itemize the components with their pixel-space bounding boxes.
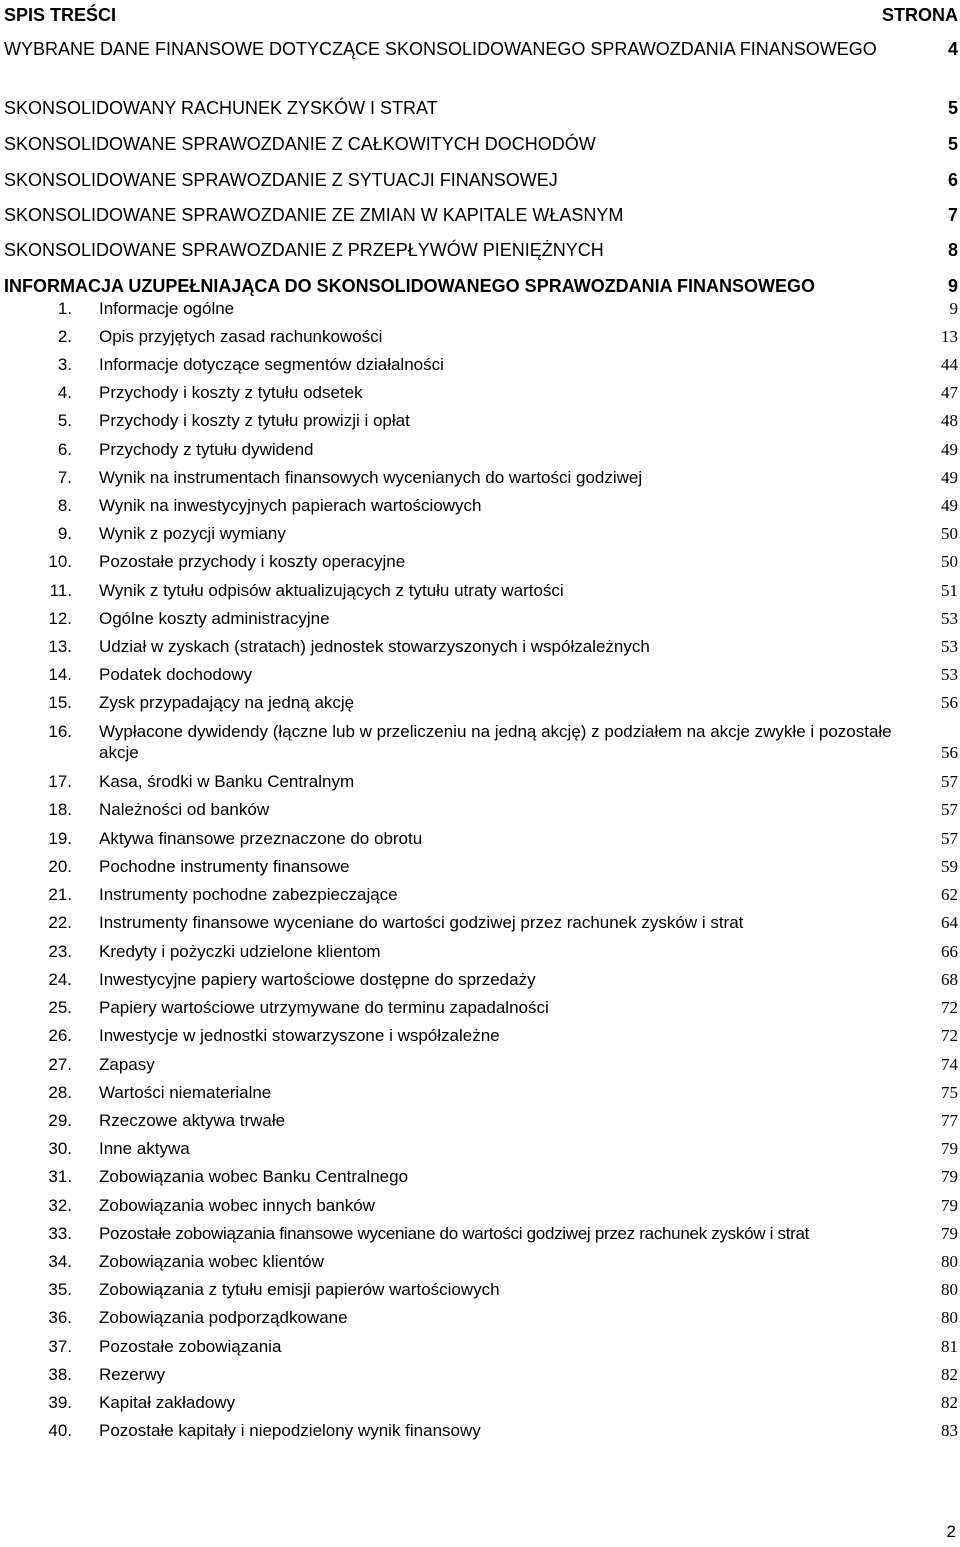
toc-note[interactable] <box>0 1195 958 1216</box>
note-number: 30. <box>48 1139 72 1158</box>
note-title: Pozostałe przychody i koszty operacyjne <box>99 552 406 571</box>
toc-note[interactable] <box>0 721 958 763</box>
toc-heading: SPIS TREŚCI <box>4 5 117 25</box>
note-page: 74 <box>941 1055 958 1074</box>
note-page: 49 <box>941 496 958 515</box>
toc-note[interactable] <box>0 1307 958 1328</box>
note-page: 72 <box>941 1026 958 1045</box>
note-number: 39. <box>48 1393 72 1412</box>
note-page: 50 <box>941 524 958 543</box>
note-number: 27. <box>48 1055 72 1074</box>
toc-note[interactable] <box>0 1166 958 1187</box>
note-number: 22. <box>48 913 72 932</box>
note-page: 50 <box>941 552 958 571</box>
note-page: 62 <box>941 885 958 904</box>
note-title: Kapitał zakładowy <box>99 1393 236 1412</box>
toc-note[interactable] <box>0 410 958 431</box>
note-number: 37. <box>48 1337 72 1356</box>
toc-note[interactable] <box>0 298 958 319</box>
toc-section[interactable] <box>4 38 958 60</box>
toc-note[interactable] <box>0 1392 958 1413</box>
note-number: 6. <box>57 440 72 459</box>
toc-note[interactable] <box>0 1082 958 1103</box>
note-title: Wynik na inwestycyjnych papierach wartościowych <box>99 496 482 515</box>
toc-note[interactable] <box>0 439 958 460</box>
note-number: 15. <box>48 693 72 712</box>
toc-note[interactable] <box>0 1364 958 1385</box>
toc-section[interactable] <box>4 239 958 261</box>
note-title: Należności od banków <box>99 800 270 819</box>
toc-note[interactable] <box>0 941 958 962</box>
toc-section-page: 4 <box>947 39 958 59</box>
note-title: Pochodne instrumenty finansowe <box>99 857 350 876</box>
note-number: 1. <box>57 299 72 318</box>
note-title: Przychody i koszty z tytułu prowizji i opłat <box>99 411 410 430</box>
note-number: 24. <box>48 970 72 989</box>
toc-section-page: 5 <box>947 134 958 154</box>
note-number: 40. <box>48 1421 72 1440</box>
note-number: 25. <box>48 998 72 1017</box>
toc-section[interactable] <box>4 275 958 297</box>
note-number: 33. <box>48 1224 72 1243</box>
note-title: Zysk przypadający na jedną akcję <box>99 693 355 712</box>
note-number: 38. <box>48 1365 72 1384</box>
note-page: 79 <box>941 1139 958 1158</box>
toc-note[interactable] <box>0 771 958 792</box>
toc-note[interactable] <box>0 1054 958 1075</box>
note-number: 29. <box>48 1111 72 1130</box>
note-number: 5. <box>57 411 72 430</box>
toc-section-title: INFORMACJA UZUPEŁNIAJĄCA DO SKONSOLIDOWANEGO SPRAWOZDANIA FINANSOWEGO <box>4 276 816 296</box>
note-number: 23. <box>48 942 72 961</box>
note-title: Inwestycje w jednostki stowarzyszone i współzależne <box>99 1026 500 1045</box>
toc-section-title: SKONSOLIDOWANY RACHUNEK ZYSKÓW I STRAT <box>4 98 438 118</box>
note-title: Kredyty i pożyczki udzielone klientom <box>99 942 381 961</box>
note-title: Inne aktywa <box>99 1139 190 1158</box>
note-page: 80 <box>941 1252 958 1271</box>
toc-note[interactable] <box>0 636 958 657</box>
toc-note[interactable] <box>0 1251 958 1272</box>
toc-note[interactable] <box>0 997 958 1018</box>
note-title: Inwestycyjne papiery wartościowe dostępne do sprzedaży <box>99 970 536 989</box>
note-page: 82 <box>941 1365 958 1384</box>
toc-note[interactable] <box>0 1279 958 1300</box>
note-title: Zobowiązania wobec innych banków <box>99 1196 375 1215</box>
toc-note[interactable] <box>0 799 958 820</box>
note-title: Wynik z pozycji wymiany <box>99 524 286 543</box>
note-page: 77 <box>941 1111 958 1130</box>
note-number: 31. <box>48 1167 72 1186</box>
note-number: 36. <box>48 1308 72 1327</box>
note-title: Informacje dotyczące segmentów działalności <box>99 355 444 374</box>
toc-note[interactable] <box>0 969 958 990</box>
note-number: 13. <box>48 637 72 656</box>
note-number: 16. <box>48 722 72 741</box>
toc-note[interactable] <box>0 467 958 488</box>
toc-note[interactable] <box>0 495 958 516</box>
note-number: 35. <box>48 1280 72 1299</box>
note-page: 79 <box>941 1196 958 1215</box>
note-title: Zapasy <box>99 1055 155 1074</box>
note-page: 57 <box>941 829 958 848</box>
note-page: 68 <box>941 970 958 989</box>
note-number: 4. <box>57 383 72 402</box>
note-number: 11. <box>49 581 72 600</box>
note-number: 9. <box>57 524 72 543</box>
toc-note[interactable] <box>0 382 958 403</box>
toc-note[interactable] <box>0 884 958 905</box>
toc-note[interactable] <box>0 1420 958 1441</box>
toc-section-title: SKONSOLIDOWANE SPRAWOZDANIE Z PRZEPŁYWÓW PIENIĘŻNYCH <box>4 240 604 260</box>
note-title: Przychody i koszty z tytułu odsetek <box>99 383 363 402</box>
note-page: 49 <box>941 440 958 459</box>
toc-note[interactable] <box>0 912 958 933</box>
note-title: Instrumenty pochodne zabezpieczające <box>99 885 398 904</box>
note-page: 48 <box>941 411 958 430</box>
note-title: Ogólne koszty administracyjne <box>99 609 330 628</box>
note-number: 26. <box>48 1026 72 1045</box>
note-page: 79 <box>941 1224 958 1243</box>
toc-section-page: 6 <box>947 170 958 190</box>
note-page: 13 <box>941 327 958 346</box>
note-title: Wynik na instrumentach finansowych wycenianych do wartości godziwej <box>99 468 643 487</box>
note-page: 72 <box>941 998 958 1017</box>
note-page: 82 <box>941 1393 958 1412</box>
toc-section-title: SKONSOLIDOWANE SPRAWOZDANIE Z CAŁKOWITYCH DOCHODÓW <box>4 134 596 154</box>
note-page: 53 <box>941 637 958 656</box>
note-page: 49 <box>941 468 958 487</box>
note-page: 80 <box>941 1280 958 1299</box>
page-number: 2 <box>946 1522 956 1541</box>
note-title: Zobowiązania wobec Banku Centralnego <box>99 1167 409 1186</box>
note-number: 17. <box>48 772 72 791</box>
note-title: Wartości niematerialne <box>99 1083 272 1102</box>
note-page: 83 <box>941 1421 958 1440</box>
toc-note[interactable] <box>0 1025 958 1046</box>
toc-note[interactable] <box>0 664 958 685</box>
note-title: Udział w zyskach (stratach) jednostek stowarzyszonych i współzależnych <box>99 637 650 656</box>
toc-note[interactable] <box>0 692 958 713</box>
note-page: 79 <box>941 1167 958 1186</box>
note-title: Kasa, środki w Banku Centralnym <box>99 772 355 791</box>
note-number: 10. <box>48 552 72 571</box>
toc-note[interactable] <box>0 326 958 347</box>
note-page: 53 <box>941 665 958 684</box>
note-title: Instrumenty finansowe wyceniane do wartości godziwej przez rachunek zysków i strat <box>99 913 744 932</box>
note-number: 8. <box>57 496 72 515</box>
toc-note[interactable] <box>0 1336 958 1357</box>
toc-section[interactable] <box>4 133 958 155</box>
toc-section-page: 8 <box>947 240 958 260</box>
toc-section-page: 5 <box>947 98 958 118</box>
toc-section[interactable] <box>4 169 958 191</box>
note-number: 7. <box>57 468 72 487</box>
note-title: Rezerwy <box>99 1365 166 1384</box>
toc-section-title: SKONSOLIDOWANE SPRAWOZDANIE ZE ZMIAN W KAPITALE WŁASNYM <box>4 205 624 225</box>
toc-section[interactable] <box>4 204 958 226</box>
note-number: 19. <box>48 829 72 848</box>
toc-note[interactable] <box>0 1223 958 1244</box>
note-page: 59 <box>941 857 958 876</box>
note-page: 66 <box>941 942 958 961</box>
note-title: Przychody z tytułu dywidend <box>99 440 314 459</box>
note-title: Papiery wartościowe utrzymywane do terminu zapadalności <box>99 998 549 1017</box>
toc-note[interactable] <box>0 1138 958 1159</box>
page-column-heading: STRONA <box>882 5 958 25</box>
toc-note[interactable] <box>0 856 958 877</box>
note-page: 9 <box>949 299 958 318</box>
note-number: 34. <box>48 1252 72 1271</box>
toc-note[interactable] <box>0 551 958 572</box>
note-title: Pozostałe kapitały i niepodzielony wynik finansowy <box>99 1421 481 1440</box>
toc-note[interactable] <box>0 608 958 629</box>
note-title: Informacje ogólne <box>99 299 235 318</box>
toc-section-title: WYBRANE DANE FINANSOWE DOTYCZĄCE SKONSOLIDOWANEGO SPRAWOZDANIA FINANSOWEGO <box>4 39 877 59</box>
note-title: Zobowiązania podporządkowane <box>99 1308 348 1327</box>
note-title: Rzeczowe aktywa trwałe <box>99 1111 286 1130</box>
note-number: 18. <box>48 800 72 819</box>
toc-section-page: 9 <box>947 276 958 296</box>
note-page: 75 <box>941 1083 958 1102</box>
note-title: Wynik z tytułu odpisów aktualizujących z tytułu utraty wartości <box>99 581 564 600</box>
note-page: 47 <box>941 383 958 402</box>
toc-note[interactable] <box>0 580 958 601</box>
note-title: Zobowiązania wobec klientów <box>99 1252 324 1271</box>
toc-note[interactable] <box>0 1110 958 1131</box>
note-page: 80 <box>941 1308 958 1327</box>
note-number: 32. <box>48 1196 72 1215</box>
note-page: 44 <box>941 355 958 374</box>
toc-section-title: SKONSOLIDOWANE SPRAWOZDANIE Z SYTUACJI FINANSOWEJ <box>4 170 558 190</box>
note-number: 21. <box>48 885 72 904</box>
note-page: 57 <box>941 772 958 791</box>
note-page: 57 <box>941 800 958 819</box>
note-number: 3. <box>57 355 72 374</box>
note-number: 12. <box>48 609 72 628</box>
note-page: 56 <box>941 743 958 762</box>
note-number: 2. <box>57 327 72 346</box>
note-page: 51 <box>941 581 958 600</box>
toc-section[interactable] <box>4 97 958 119</box>
note-title: Podatek dochodowy <box>99 665 253 684</box>
note-page: 56 <box>941 693 958 712</box>
note-title: Aktywa finansowe przeznaczone do obrotu <box>99 829 423 848</box>
note-page: 81 <box>941 1337 958 1356</box>
toc-note[interactable] <box>0 523 958 544</box>
note-title: Wypłacone dywidendy (łączne lub w przeliczeniu na jedną akcję) z podziałem na akcje zwykłe i pozostałe akcje <box>99 722 892 762</box>
note-number: 14. <box>48 665 72 684</box>
note-number: 20. <box>48 857 72 876</box>
note-number: 28. <box>48 1083 72 1102</box>
toc-note[interactable] <box>0 828 958 849</box>
note-title: Pozostałe zobowiązania finansowe wyceniane do wartości godziwej przez rachunek zysków i strat <box>99 1224 810 1243</box>
note-page: 64 <box>941 913 958 932</box>
note-title: Pozostałe zobowiązania <box>99 1337 282 1356</box>
toc-note[interactable] <box>0 354 958 375</box>
toc-section-page: 7 <box>947 205 958 225</box>
note-title: Opis przyjętych zasad rachunkowości <box>99 327 383 346</box>
note-title: Zobowiązania z tytułu emisji papierów wartościowych <box>99 1280 500 1299</box>
note-page: 53 <box>941 609 958 628</box>
